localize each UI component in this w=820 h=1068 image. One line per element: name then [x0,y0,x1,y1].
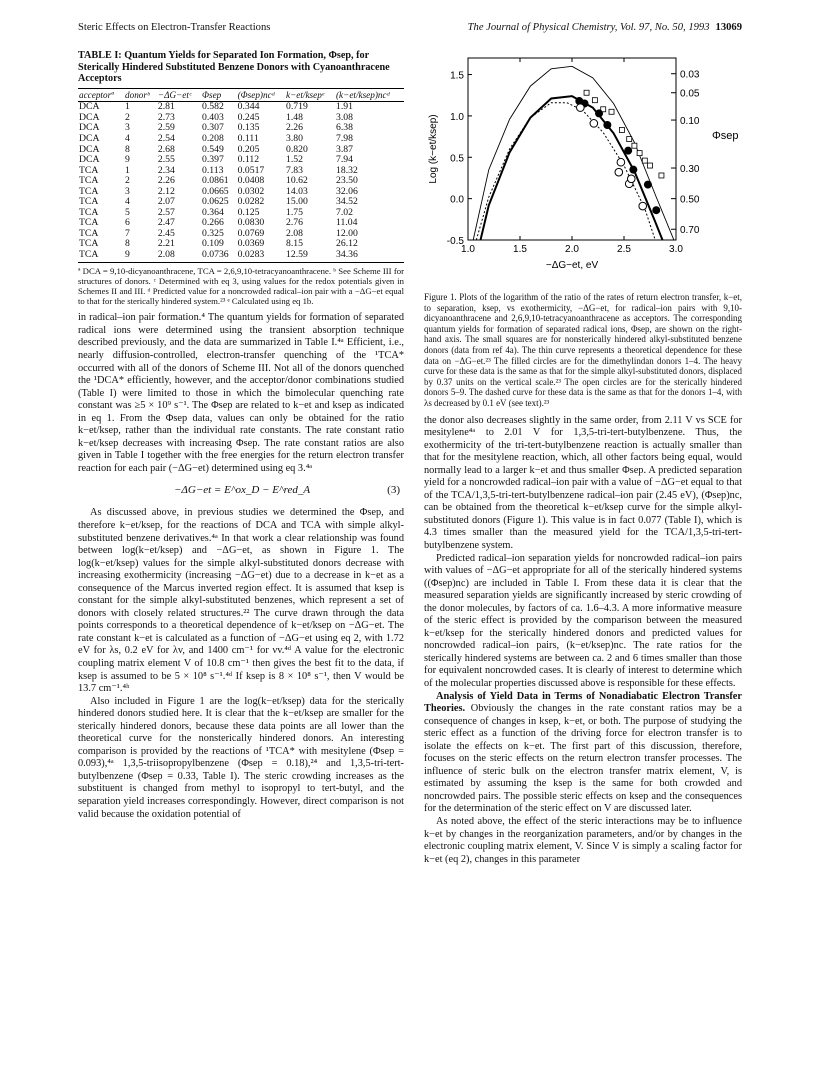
data-point-open-circle [627,175,635,183]
running-head [78,22,742,38]
table-cell: 0.325 [202,227,224,239]
table-cell: 0.582 [202,101,224,113]
table-cell: 0.0517 [237,164,265,176]
table-header-cell: (k−et/ksep)ncᵈ [335,88,404,102]
table-cell: 2.57 [157,206,175,218]
table-cell: TCA [79,196,99,208]
data-point-square [627,137,632,142]
table-cell: 14.03 [286,185,308,197]
table-cell: 8 [125,238,130,250]
table-header-cell: (Φsep)ncᵈ [237,88,285,102]
y-tick-label: 0.0 [450,194,464,206]
x-axis-label: −ΔG−et, eV [545,260,599,271]
table-cell: 6.38 [336,122,353,134]
y-tick-label: 1.5 [450,70,464,82]
body-paragraph: Obviously the changes in the rate constant ratios may be a consequence of changes in ksep, k−et, or both. The purpose of studying the steric effect as a function of the driving force for electron transfer is to isolate the effects on k−et. The first part of this discussion, therefore, focuses on the steric effects on the return electron transfer processes. The influence of steric bulk on the electron transfer matrix element, V, is estimated by assuming the ksep is the same for both crowded and noncrowded pairs. The possible steric effects on ksep and the consequences for the determination of the steric effect on V are discussed later. [424,703,742,815]
table-cell: 2.47 [157,217,175,229]
body-paragraph: in radical–ion pair formation.⁴ The quantum yields for formation of separated radical ions were determined using the transient absorption technique described previously, and the data are summarized in Table I.⁴ᵃ Efficient, i.e., nearly diffusion-controlled, electron-transfer quenching of the ¹TCA* occurred with all of the donors of Scheme III. Not all of the donors quenched the ¹DCA* efficiently, however, and the acceptor/donor combinations studied (Table I) were limited to those in which the bimolecular quenching rate constant was ≥5 × 10⁹ s⁻¹. The Φsep are related to k−et and ksep as indicated in eq 1. From the Φsep data, values can only be obtained for the ratio k−et/ksep, rather than the individual rate constants. The rate constant ratio k−et/ksep decreases with increasing Φsep. The rate constant ratios are also given in Table I together with the free energies for the return electron transfer reaction for each pair (−ΔG−et) determined using eq 3.⁴ᵃ [78,312,404,474]
table-cell: 0.112 [237,154,260,166]
table-cell: 2.73 [157,111,175,123]
table-cell: DCA [79,132,100,144]
table-cell: 6 [125,217,130,229]
table-header-row [78,88,404,102]
table-cell: 0.0736 [201,250,237,262]
table-cell: 2 [125,111,130,123]
table-cell: 18.32 [336,164,358,176]
right-axis-tick-label: 0.10 [680,116,700,128]
data-table [78,88,404,263]
right-column [424,50,742,866]
table-cell: DCA [79,143,100,155]
table-cell: 34.36 [335,250,404,262]
table-cell: 0.0665 [202,185,229,197]
table-cell: 1.91 [336,101,353,113]
x-tick-label: 3.0 [669,244,683,255]
figure-caption: Figure 1. Plots of the logarithm of the ratio of the rates of return electron transfer, k−et, to separation, ksep, vs exothermicity, −ΔG−et, for radical–ion pairs with 9,10-dicyanoanthracene and 2,6,9,10-tetracyanoanthracene as acceptors. The corresponding quantum yields for formation of separated radical ions, Φsep, are shown on the right-hand axis. The small squares are for nonsterically hindered alkyl-substituted benzene donors (data from ref 4a). The thin curve represents a theoretical dependence for these data on −ΔG−et.²³ The filled circles are for the dimethylindan donors 1–4. The heavy curve for these data is the same as that for the simple alkyl-substituted donors, displaced by 0.37 units on the vertical scale.²³ The open circles are for the sterically hindered donors 5–9. The dashed curve for these data is the same as that for the donors 1–4, with λs decreased by 0.1 eV (see text).²³ [424,292,742,408]
table-cell: 7.02 [336,206,353,218]
right-axis-tick-label: 0.50 [680,194,700,206]
table-cell: 3.08 [336,111,353,123]
data-point-filled-circle [595,109,603,117]
table-header-cell: Φsep [201,88,237,102]
data-point-square [637,151,642,156]
table-cell: 0.111 [237,132,259,144]
table-cell: 34.52 [336,196,358,208]
table-cell: 0.0282 [237,196,265,208]
x-tick-label: 2.0 [565,244,579,255]
table-cell: 26.12 [336,238,358,250]
right-axis-label: Φsep [712,130,739,143]
table-cell: 2.26 [286,122,303,134]
table-cell: 2.59 [157,122,175,134]
table-cell: 12.59 [285,250,335,262]
table-cell: 2 [125,175,130,187]
data-point-square [659,173,664,178]
data-point-square [632,143,637,148]
data-point-open-circle [615,168,623,176]
equation-3 [78,481,404,501]
data-point-filled-circle [603,121,611,129]
table-cell: 9 [125,154,130,166]
table-cell: 0.403 [202,111,224,123]
journal-citation: The Journal of Physical Chemistry, Vol. 97, No. 50, 1993 13069 [467,22,742,33]
table-cell: 2.08 [286,227,303,239]
table-cell: 5 [125,206,130,218]
table-cell: 0.245 [237,111,260,123]
table-cell: TCA [79,206,99,218]
table-cell: 0.0302 [237,185,265,197]
table-cell: 7.83 [286,164,303,176]
y-tick-label: 1.0 [450,111,464,123]
y-tick-label: -0.5 [446,236,464,247]
data-point-square [648,163,653,168]
data-point-square [609,109,614,114]
table-cell: 0.205 [237,143,260,155]
x-tick-label: 1.5 [513,244,527,255]
data-point-filled-circle [624,147,632,155]
table-cell: 7.98 [336,132,353,144]
table-header-cell: donorᵇ [124,88,157,102]
table-header-cell: −ΔG−etᶜ [157,88,201,102]
data-point-open-circle [590,120,598,128]
table-cell: 2.45 [157,227,175,239]
table-cell: 7.94 [336,154,353,166]
left-column [78,50,404,821]
table-cell: 0.719 [286,101,308,113]
table-cell: 2.07 [157,196,175,208]
table-cell: TCA [79,185,99,197]
body-paragraph: As discussed above, in previous studies we determined the Φsep, and therefore k−et/ksep, for the reactions of DCA and TCA with simple alkyl-substituted benzene derivatives.⁴ᵃ In that work a clear relationship was found between log(k−et/ksep) and −ΔG−et, as shown in Figure 1. The log(k−et/ksep) values for the simple alkyl-substituted donors decrease with increasing exothermicity (increasing −ΔG−et) due to a decrease in k−et as a consequence of the Marcus inverted region effect. It is assumed that ksep is constant for the simple alkyl-substituted benzenes, which represent a set of donors with closely related structures.²² The curve drawn through the data points corresponds to a theoretical dependence of k−et/ksep on −ΔG−et. The rate constant k−et is calculated as a function of −ΔG−et using eq 2, with 1.72 eV for λs, 0.2 eV for λv, and 1400 cm⁻¹ for νv.⁴ᵈ A value for the electronic coupling matrix element V of 10.8 cm⁻¹ then gives the best fit to the data, if ksep is assumed to be 5 × 10⁸ s⁻¹.⁴ᵈ If ksep is 8 × 10⁸ s⁻¹, then V would be 13.7 cm⁻¹.⁴ʰ [78,507,404,695]
table-cell: 1 [125,101,130,113]
table-cell: 0.113 [202,164,224,176]
data-point-open-circle [577,104,585,112]
table-cell: 0.820 [286,143,308,155]
table-cell: 2.54 [157,132,175,144]
table-cell: 0.0625 [202,196,229,208]
equation-body: −ΔG−et = E^ox_D − E^red_A [174,484,311,497]
page-number: 13069 [715,22,742,33]
table-cell: 0.307 [202,122,224,134]
table-row [78,250,404,262]
table-cell: 2.81 [157,101,175,113]
table-cell: 2.34 [157,164,175,176]
table-cell: TCA [79,227,99,239]
table-cell: 0.109 [202,238,224,250]
table-cell: 23.50 [336,175,358,187]
data-point-filled-circle [652,206,660,214]
table-cell: 0.0861 [202,175,229,187]
table-cell: TCA [79,238,99,250]
data-point-open-circle [639,202,647,210]
table-cell: 0.397 [202,154,224,166]
data-point-filled-circle [629,166,637,174]
table-title: TABLE I: Quantum Yields for Separated Ion Formation, Φsep, for Sterically Hindered Substituted Benzene Donors with Cyanoanthracene Acceptors [78,50,390,85]
curve-thin [473,66,674,240]
table-footnotes: ª DCA = 9,10-dicyanoanthracene, TCA = 2,6,9,10-tetracyanoanthracene. ᵇ See Scheme III for structures of donors. ᶜ Determined with eq 3, using values for the redox potentials given in Schemes II and III. ᵈ Predicted value for a noncrowded radical–ion pair with a −ΔG−et equal to that for the sterically hindered system.²³ ᵉ Calculated using eq 1b. [78,265,404,307]
x-tick-label: 1.0 [461,244,475,255]
table-cell: 10.62 [286,175,308,187]
table-cell: 0.0283 [237,250,285,262]
table-cell: 2.26 [157,175,175,187]
table-cell: DCA [79,111,100,123]
table-cell: 12.00 [336,227,358,239]
table-header-cell: k−et/ksepᵉ [285,88,335,102]
table-cell: 15.00 [286,196,308,208]
right-axis-tick-label: 0.03 [680,69,700,81]
table-cell: 0.549 [202,143,224,155]
data-point-square [584,90,589,95]
table-cell: 2.76 [286,217,303,229]
table-cell: 7 [125,227,130,239]
running-title: Steric Effects on Electron-Transfer Reactions [78,22,271,33]
table-cell: 0.0830 [237,217,265,229]
table-cell: 0.0369 [237,238,265,250]
body-paragraph: the donor also decreases slightly in the same order, from 2.11 V vs SCE for mesitylene⁴ᵃ to 2.01 V for 1,3,5-tri-tert-butylbenzene. Thus, the exothermicity of the tri-tert-butylbenzene reaction is actually smaller than that for the mesitylene reaction, which, all other factors being equal, would normally lead to a larger k−et and thus smaller Φsep. A predicted separation yield for a noncrowded radical–ion pair with a value of −ΔG−et equal to that of the TCA/1,3,5-tri-tert-butylbenzene radical–ion pair (2.45 eV), (Φsep)nc, can be obtained from the theoretical k−et/ksep curve for the simple alkyl-substituted donors (Figure 1). This value is in fact 0.077 (Table I), which is 4.3 times smaller than the measured yield for the TCA/1,3,5-tri-tert-butylbenzene system. [424,414,742,551]
plot-frame [468,58,676,240]
body-paragraph: As noted above, the effect of the steric interactions may be to influence k−et by changes in the reorganization parameters, and/or by changes in the electronic coupling matrix element, V. Since V is simply a scaling factor for k−et (eq 2), changes in this parameter [424,816,742,865]
table-cell: 3 [125,122,130,134]
table-cell: TCA [79,164,99,176]
right-axis-tick-label: 0.30 [680,164,700,176]
table-cell: DCA [79,154,100,166]
table-header-cell: acceptorª [78,88,124,102]
figure-1 [424,50,742,286]
table-body [78,102,404,262]
table-cell: 2.55 [157,154,175,166]
x-tick-label: 2.5 [617,244,631,255]
table-cell: 0.344 [237,101,260,113]
table-cell: 2.68 [157,143,175,155]
table-cell: 32.06 [336,185,358,197]
table-cell: 3.87 [336,143,353,155]
table-cell: 0.364 [202,206,224,218]
data-point-square [642,158,647,163]
table-cell: 3 [125,185,130,197]
y-axis-label: Log (k−et/ksep) [428,114,439,184]
data-point-square [592,98,597,103]
section-heading: Analysis of Yield Data in Terms of Nonadiabatic Electron Transfer Theories. [424,690,742,715]
table-cell: 2.08 [157,250,201,262]
right-axis-tick-label: 0.05 [680,88,700,100]
table-cell: 0.0408 [237,175,265,187]
table-cell: 2.12 [157,185,175,197]
table-cell: 4 [125,132,130,144]
body-paragraph: Also included in Figure 1 are the log(k−et/ksep) data for the sterically hindered donors studied here. It is clear that the k−et/ksep are smaller for the sterically hindered donors, because these data points are all lower than the theoretical curve for the nonsterically hindered donors. An interesting comparison is provided by the reactions of ¹TCA* with mesitylene (Φsep = 0.093),⁴ᵃ 1,3,5-triisopropylbenzene (Φsep = 0.18),²⁴ and 1,3,5-tri-tert-butylbenzene (Φsep = 0.33, Table I). The steric crowding increases as the substituent is changed from methyl to isopropyl to tert-butyl, and the separation yield increases correspondingly. However, direct comparison is not valid because the oxidation potential of [78,695,404,820]
table-cell: 8.15 [286,238,303,250]
right-axis-tick-label: 0.70 [680,225,700,237]
table-cell: 0.266 [202,217,224,229]
table-cell: 0.135 [237,122,260,134]
y-tick-label: 0.5 [450,153,464,165]
data-point-open-circle [617,158,625,166]
table-cell: 1.75 [286,206,303,218]
data-point-square [619,127,624,132]
table-cell: 0.208 [202,132,224,144]
table-cell: 2.21 [157,238,175,250]
table-row [78,134,404,145]
table-cell: 11.04 [336,217,358,229]
table-cell: 3.80 [286,132,303,144]
table-cell: 1.48 [286,111,303,123]
table-cell: TCA [78,250,124,262]
table-cell: 0.125 [237,206,260,218]
table-cell: TCA [79,175,99,187]
table-cell: 0.0769 [237,227,265,239]
body-paragraph: Predicted radical–ion separation yields for noncrowded radical–ion pairs with values of −ΔG−et appropriate for all of the sterically hindered systems ((Φsep)nc) are included in Table I. From these data it is clear that the measured separation yields are significantly increased by steric crowding of the donor molecules, by factors of ca. 1.6–4.3. A more informative measure of the steric effect is provided by the comparison between the measured k−et/ksep for the sterically hindered donors and predicted values for noncrowded radical–ion pairs, (k−et/ksep)nc. The rate ratios for the sterically hindered systems are between ca. 2 and 6 times smaller than those for equivalent noncrowded cases. It is clearly of interest to determine which of the molecular properties discussed above is responsible for these effects. [424,552,742,690]
table-cell: 4 [125,196,130,208]
table-cell: 1 [125,164,130,176]
figure-1-chart [424,50,742,286]
equation-number: (3) [387,484,400,497]
table-cell: 9 [124,250,157,262]
table-cell: TCA [79,217,99,229]
table-cell: 1.52 [286,154,303,166]
data-point-filled-circle [644,181,652,189]
table-cell: DCA [79,101,100,113]
table-cell: 8 [125,143,130,155]
table-cell: DCA [79,122,100,134]
